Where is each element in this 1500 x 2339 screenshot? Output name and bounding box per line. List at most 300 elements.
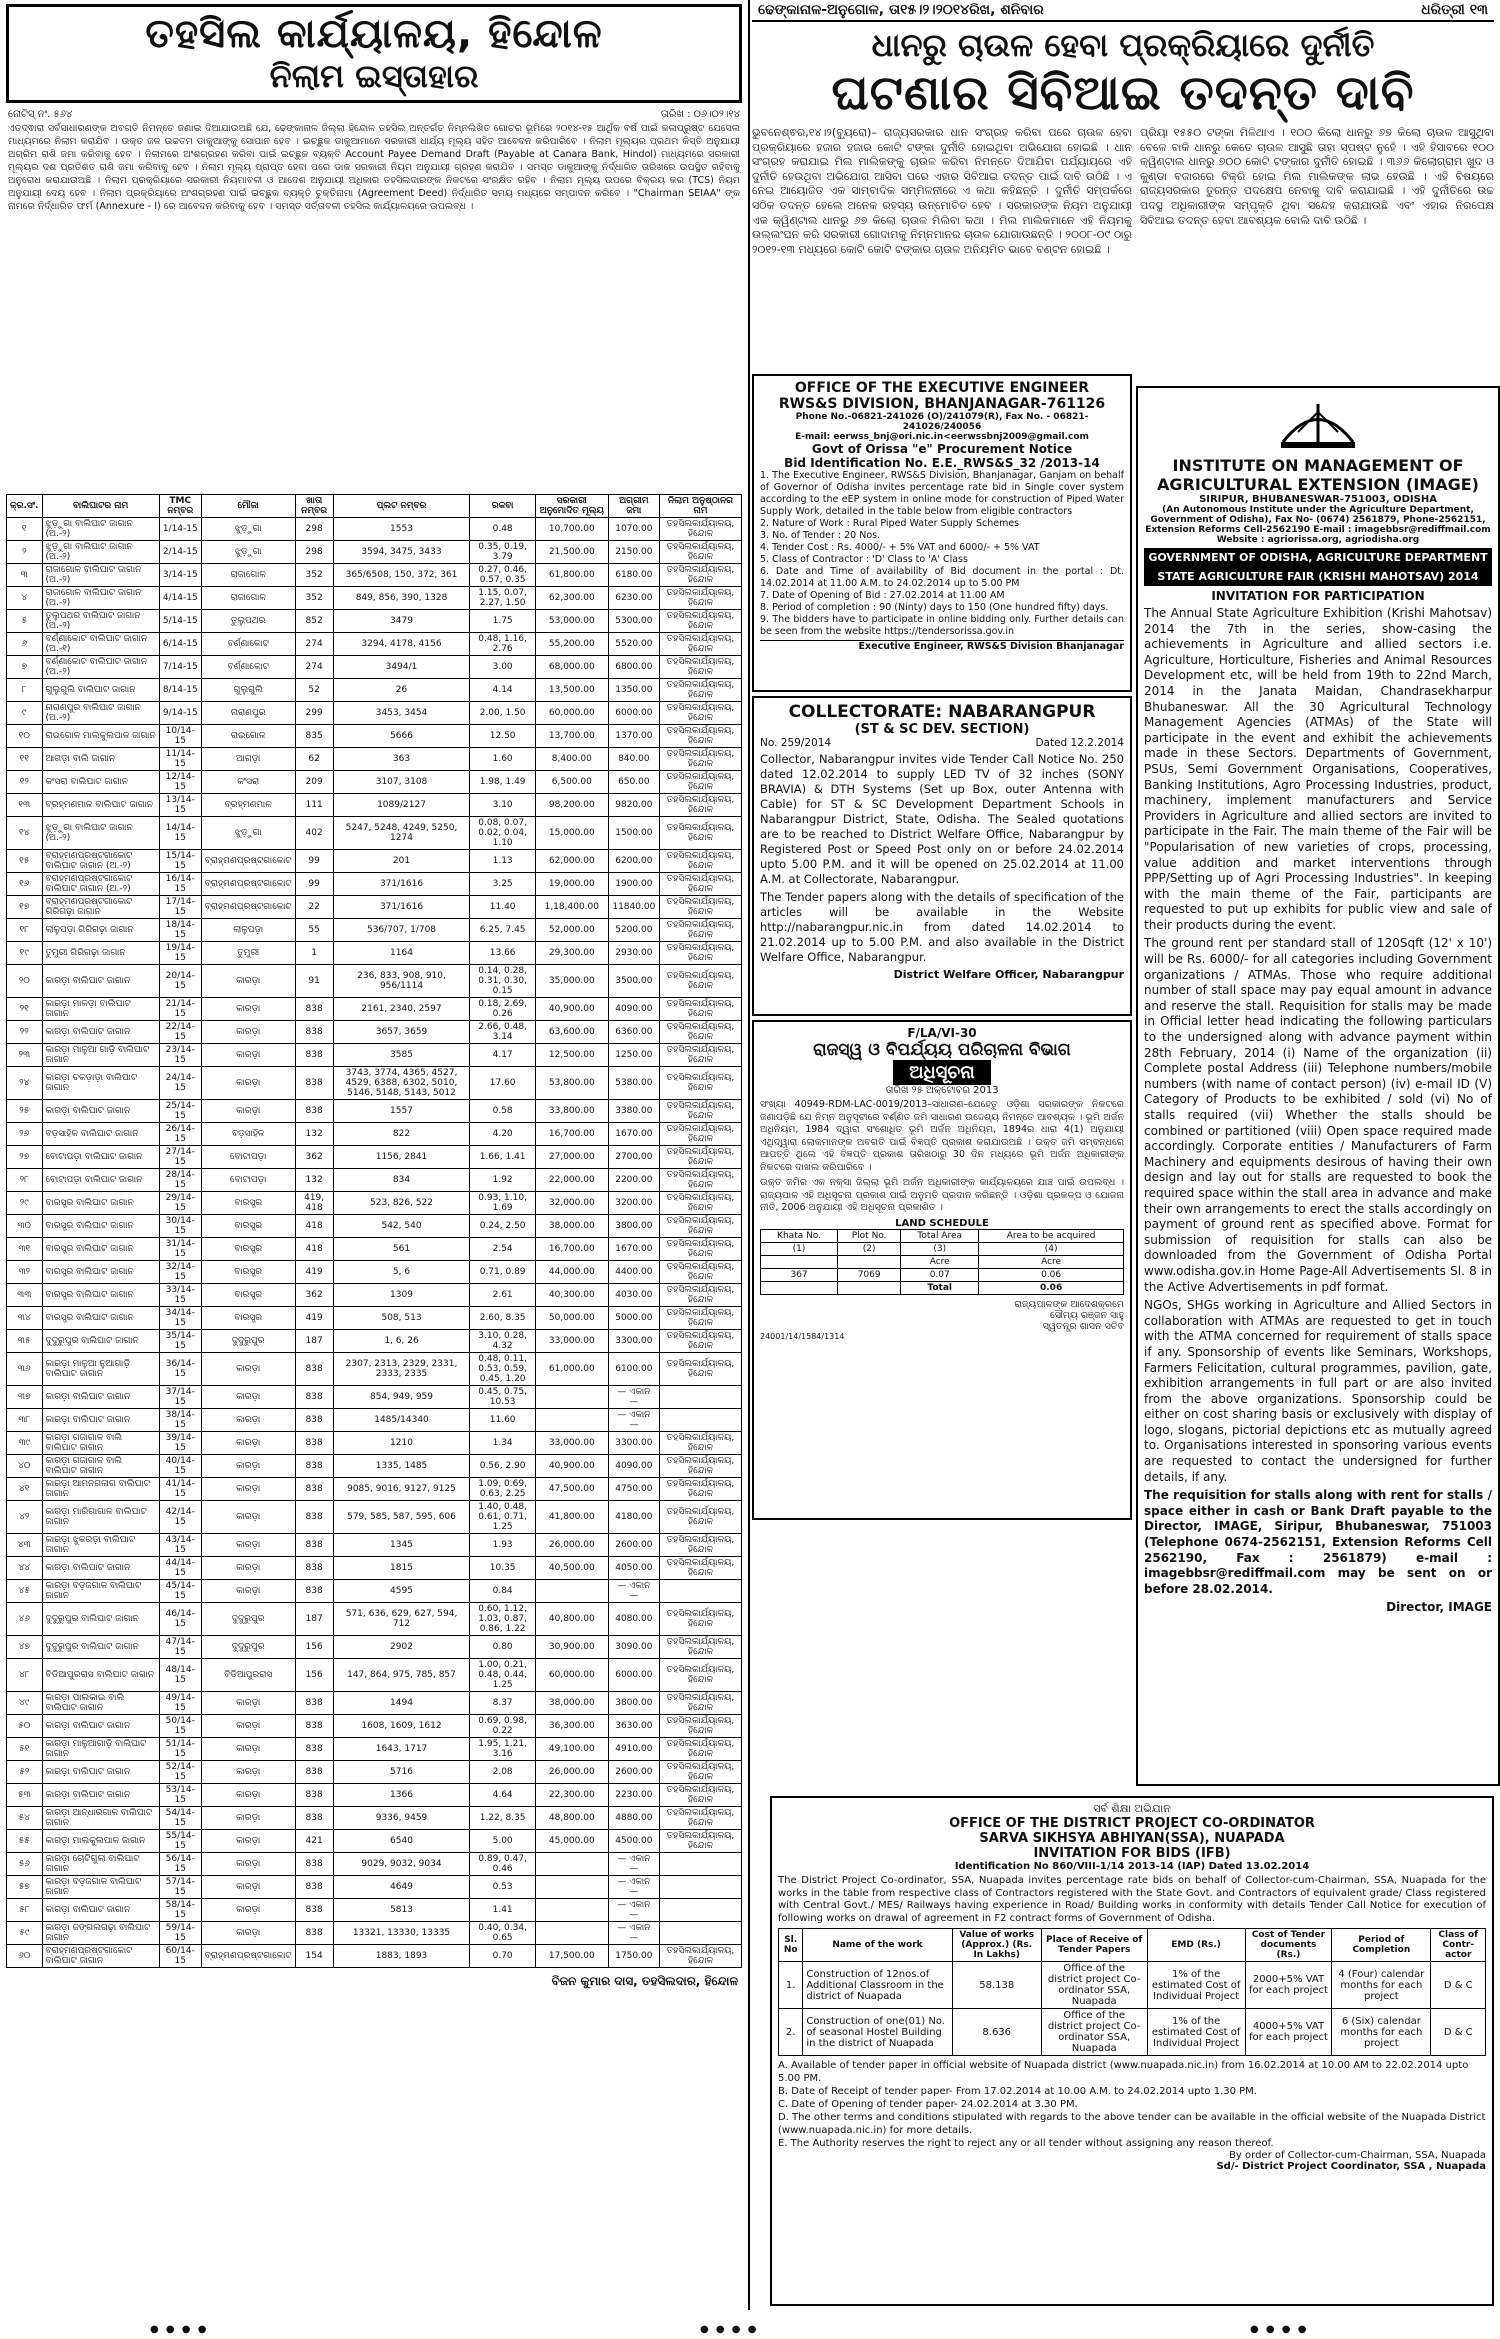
auction-cell: 10,700.00 — [535, 518, 608, 541]
auction-cell: 838 — [295, 998, 333, 1021]
auction-cell: 47,500.00 — [535, 1478, 608, 1501]
auction-row — [7, 1386, 742, 1409]
auction-column-header: ଖାତା ନମ୍ବର — [295, 495, 333, 518]
auction-cell: 32,000.00 — [535, 1192, 608, 1215]
auction-row — [7, 518, 742, 541]
auction-cell: 11/14-15 — [159, 748, 201, 771]
auction-cell: କାରଡ଼ା ବାଲିଘାଟ ଜାଗାନ — [42, 1021, 159, 1044]
auction-row — [7, 748, 742, 771]
auction-cell: 0.18, 2.69, 0.26 — [470, 998, 535, 1021]
auction-cell: 36/14-15 — [159, 1353, 201, 1386]
auction-cell: 6800.00 — [608, 656, 659, 679]
auction-cell: 58/14-15 — [159, 1899, 201, 1922]
auction-cell: 3/14-15 — [159, 564, 201, 587]
auction-cell: ବ୍ରାହ୍ମଣପ୍ରଷ୍ଟଗାକୋଟ — [201, 873, 295, 896]
auction-cell: 11.60 — [470, 1409, 535, 1432]
auction-cell: ଗୁଲୁଗୁଲି — [201, 679, 295, 702]
auction-cell: ତହସିଲକାର୍ଯ୍ୟାଳୟ, ହିନ୍ଦୋଳ — [659, 1715, 741, 1738]
auction-column-header: ବାଲିଘାଟର ନାମ — [42, 495, 159, 518]
auction-cell: ତହସିଲକାର୍ଯ୍ୟାଳୟ, ହିନ୍ଦୋଳ — [659, 817, 741, 850]
auction-cell: 5, 6 — [333, 1261, 470, 1284]
auction-cell: 4.14 — [470, 679, 535, 702]
auction-cell: 22,000.00 — [535, 1169, 608, 1192]
auction-cell: କାରଡ଼ା ପାଲକାଇ ବାଲି ବାଲିଘାଟ ଜାଗାନ — [42, 1692, 159, 1715]
auction-cell: ୩୬ — [7, 1353, 43, 1386]
eerws-item: 2. Nature of Work : Rural Piped Water Supply Schemes — [760, 518, 1020, 529]
ssa-cell: 4 (Four) calendar months for each project — [1332, 1962, 1431, 2009]
auction-cell: 209 — [295, 771, 333, 794]
ssa-signature-2: Sd/- District Project Coordinator, SSA , Nuapada — [1216, 2161, 1486, 2172]
auction-cell: 91 — [295, 965, 333, 998]
auction-cell: ୩୫ — [7, 1330, 43, 1353]
auction-cell: ୯ — [7, 702, 43, 725]
auction-cell: କାରଡ଼ା ବାଲିଘାଟ ଜାଗାନ — [42, 1899, 159, 1922]
land-schedule-unit: Acre — [901, 1255, 979, 1268]
auction-cell: କାରଡ଼ା ମାଳୁଆ ଗାଡ଼ି ବାଲିଘାଟ ଜାଗାନ — [42, 1044, 159, 1067]
auction-cell: 0.70 — [470, 1945, 535, 1968]
ssa-note: A. Available of tender paper in official website of Nuapada district (www.nuapada.nic.in) from 16.02.2014 at 10.00 AM to 22.02.2014 upto 5.00 PM. — [778, 2060, 1469, 2084]
auction-cell: 1.98, 1.49 — [470, 771, 535, 794]
auction-cell: 4030.00 — [608, 1284, 659, 1307]
image-address: SIRIPUR, BHUBANESWAR-751003, ODISHA — [1199, 494, 1437, 505]
auction-cell: ତୁମୁରୀ ଗିରିଗଢ଼ା ଜାଗାନ — [42, 942, 159, 965]
auction-cell: ତହସିଲକାର୍ଯ୍ୟାଳୟ, ହିନ୍ଦୋଳ — [659, 1307, 741, 1330]
auction-cell: 4180.00 — [608, 1501, 659, 1534]
auction-cell: ୫୧ — [7, 1738, 43, 1761]
auction-cell: 99 — [295, 873, 333, 896]
auction-cell: 5200.00 — [608, 919, 659, 942]
registration-mark-icon: ● ● ● ● — [150, 2324, 209, 2335]
auction-cell: 1494 — [333, 1692, 470, 1715]
land-schedule-cell: 0.07 — [901, 1268, 979, 1281]
auction-cell: 52 — [295, 679, 333, 702]
auction-cell: 4750.00 — [608, 1478, 659, 1501]
auction-cell: ୫୯ — [7, 1922, 43, 1945]
land-schedule-cell: 0.06 — [979, 1268, 1124, 1281]
auction-cell: 98,200.00 — [535, 794, 608, 817]
auction-cell: ବାରସ୍ତ୍ର — [201, 1284, 295, 1307]
revenue-sig-1: ରାଜ୍ୟପାଳଙ୍କ ଆଦେଶକ୍ରମେ — [1014, 1298, 1124, 1310]
auction-cell: 2.54 — [470, 1238, 535, 1261]
collectorate-para-2: The Tender papers along with the details of specification of the articles will be available in the Website http://nabarangpur.nic.in from dated 14.02.2014 to 21.02.2014 up to 5.00 P.M. and also available in the District Welfare Office, Nabarangpur. — [760, 890, 1124, 964]
auction-cell: 1643, 1717 — [333, 1738, 470, 1761]
ssa-notes — [778, 2059, 1486, 2150]
auction-cell: କାରଡ଼ା ବାଲିଘାଟ ଜାଗାନ — [42, 1761, 159, 1784]
auction-cell: ୫୦ — [7, 1715, 43, 1738]
auction-cell: 838 — [295, 1067, 333, 1100]
auction-cell: — ଏକାନ — — [608, 1922, 659, 1945]
land-schedule-title: LAND SCHEDULE — [895, 1217, 989, 1229]
auction-cell: 3300.00 — [608, 1330, 659, 1353]
auction-cell: 274 — [295, 656, 333, 679]
ssa-cell: 8.636 — [952, 2009, 1041, 2056]
ssa-row — [779, 2009, 1486, 2056]
auction-cell: 1670.00 — [608, 1123, 659, 1146]
auction-cell: 1.60 — [470, 748, 535, 771]
auction-row — [7, 1692, 742, 1715]
auction-cell: ତହସିଲକାର୍ଯ୍ୟାଳୟ, ହିନ୍ଦୋଳ — [659, 1830, 741, 1853]
land-schedule-index: (2) — [838, 1242, 901, 1255]
auction-cell: ରାଇଗୋଳ — [201, 725, 295, 748]
auction-cell: ୨୩ — [7, 1044, 43, 1067]
auction-cell: 834 — [333, 1169, 470, 1192]
auction-cell: 0.48 — [470, 518, 535, 541]
auction-cell: 1557 — [333, 1100, 470, 1123]
auction-cell: 13.66 — [470, 942, 535, 965]
auction-cell: 363 — [333, 748, 470, 771]
auction-cell: 0.08, 0.07, 0.02, 0.04, 1.10 — [470, 817, 535, 850]
land-schedule-total-value: 0.06 — [979, 1281, 1124, 1294]
auction-cell: ଗୁଲୁଗୁଲି ବାଲିଘାଟ ଜାଗାନ — [42, 679, 159, 702]
auction-cell: 3200.00 — [608, 1192, 659, 1215]
auction-cell: ତହସିଲକାର୍ଯ୍ୟାଳୟ, ହିନ୍ଦୋଳ — [659, 1501, 741, 1534]
auction-cell: 0.89, 0.47, 0.46 — [470, 1853, 535, 1876]
auction-row — [7, 1284, 742, 1307]
auction-cell: ୧୪ — [7, 817, 43, 850]
auction-cell: 1/14-15 — [159, 518, 201, 541]
eerws-title-2: RWS&S DIVISION, BHANJANAGAR-761126 — [778, 396, 1106, 412]
auction-cell: ୨୬ — [7, 1123, 43, 1146]
auction-cell: ୧୯ — [7, 942, 43, 965]
auction-row — [7, 564, 742, 587]
auction-cell: କାରଡ଼ା ଗଜାଗାଳ ବାଲି ବାଲିଘାଟ ଜାଗାନ — [42, 1432, 159, 1455]
auction-cell: 1370.00 — [608, 725, 659, 748]
collectorate-title: COLLECTORATE: NABARANGPUR — [788, 702, 1096, 722]
auction-table — [6, 494, 742, 1968]
auction-cell: ଦୁଦୁରୁପୁର — [201, 1603, 295, 1636]
auction-cell: 1670.00 — [608, 1238, 659, 1261]
image-emblem-icon — [1273, 392, 1363, 452]
registration-mark-icon: ● ● ● ● — [700, 2324, 759, 2335]
auction-cell: 1.93 — [470, 1534, 535, 1557]
auction-cell: 60,000.00 — [535, 702, 608, 725]
auction-cell: 34/14-15 — [159, 1307, 201, 1330]
auction-cell: କାରଡ଼ା — [201, 1455, 295, 1478]
auction-cell — [535, 1580, 608, 1603]
auction-cell: 22,300.00 — [535, 1784, 608, 1807]
collectorate-para-1: Collector, Nabarangpur invites vide Tender Call Notice No. 250 dated 12.02.2014 to supply LED TV of 32 inches (SONY BRAVIA) & DTH Systems (Set up Box, outer Antenna with Cable) for ST & SC Development Department Schools in Nabarangpur District, State, Odisha. The Sealed quotations are to be reached to District Welfare Office, Nabarangpur by Registered Post or Speed Post only on or before 24.02.2014 upto 5.00 P.M. and it will be opened on 25.02.2014 at 11.00 A.M. at Collectorate, Nabarangpur. — [760, 752, 1124, 886]
auction-cell: 38,000.00 — [535, 1692, 608, 1715]
auction-row — [7, 1123, 742, 1146]
auction-cell: ୨୯ — [7, 1192, 43, 1215]
auction-cell: ଝୁଡ଼ୁଗା — [201, 518, 295, 541]
auction-cell: 61,000.00 — [535, 1353, 608, 1386]
auction-cell: 11.40 — [470, 896, 535, 919]
auction-cell: 41,800.00 — [535, 1501, 608, 1534]
auction-row — [7, 1738, 742, 1761]
auction-cell: 30,900.00 — [535, 1636, 608, 1659]
auction-cell: 13/14-15 — [159, 794, 201, 817]
story-headline-1: ଧାନରୁ ଚାଉଳ ହେବା ପ୍ରକ୍ରିୟାରେ ଦୁର୍ନୀତି — [871, 26, 1375, 64]
auction-cell: 2.66, 0.48, 3.14 — [470, 1021, 535, 1044]
auction-cell: 421 — [295, 1830, 333, 1853]
auction-cell: 19/14-15 — [159, 942, 201, 965]
auction-cell: 1.41 — [470, 1899, 535, 1922]
story-headline-2: ଘଟଣାର ସିବିଆଇ ତଦନ୍ତ ଦାବି — [831, 65, 1415, 121]
auction-row — [7, 817, 742, 850]
auction-cell: 26,000.00 — [535, 1534, 608, 1557]
auction-cell: 68,000.00 — [535, 656, 608, 679]
auction-cell: 2902 — [333, 1636, 470, 1659]
auction-cell: 16/14-15 — [159, 873, 201, 896]
auction-row — [7, 998, 742, 1021]
auction-cell: ୫୫ — [7, 1830, 43, 1853]
auction-cell: 0.93, 1.10, 1.69 — [470, 1192, 535, 1215]
auction-cell: 1156, 2841 — [333, 1146, 470, 1169]
auction-cell: ତହସିଲକାର୍ଯ୍ୟାଳୟ, ହିନ୍ଦୋଳ — [659, 1534, 741, 1557]
auction-cell: 9336, 9459 — [333, 1807, 470, 1830]
auction-cell: ତହସିଲକାର୍ଯ୍ୟାଳୟ, ହିନ୍ଦୋଳ — [659, 748, 741, 771]
auction-cell — [659, 1386, 741, 1409]
auction-cell: 822 — [333, 1123, 470, 1146]
auction-row — [7, 1784, 742, 1807]
auction-cell: ତହସିଲକାର୍ଯ୍ୟାଳୟ, ହିନ୍ଦୋଳ — [659, 850, 741, 873]
auction-cell: କାରଡ଼ା — [201, 1580, 295, 1603]
auction-cell: 37/14-15 — [159, 1386, 201, 1409]
auction-row — [7, 1146, 742, 1169]
auction-cell: 17/14-15 — [159, 896, 201, 919]
auction-cell: 1089/2127 — [333, 794, 470, 817]
auction-column-header: ନିଲାମ ଅନୁଷ୍ଠାନର ନାମ — [659, 495, 741, 518]
auction-cell: ୩୧ — [7, 1238, 43, 1261]
auction-cell: 5000.00 — [608, 1307, 659, 1330]
auction-cell: 852 — [295, 610, 333, 633]
auction-cell: ବଡ଼ସାହିଳ — [201, 1123, 295, 1146]
ssa-row — [779, 1962, 1486, 2009]
auction-cell: 6230.00 — [608, 587, 659, 610]
auction-cell: 5520.00 — [608, 633, 659, 656]
auction-cell: ବୋଟାପଡ଼ା ବାଲିଘାଟ ଜାଗାନ — [42, 1169, 159, 1192]
auction-cell: ଝୁଡ଼ୁଗା ବାଲିଘାଟ ଜାଗାନ (ଅ.-୨) — [42, 817, 159, 850]
auction-row — [7, 541, 742, 564]
auction-cell: 362 — [295, 1284, 333, 1307]
auction-cell: ତହସିଲକାର୍ଯ୍ୟାଳୟ, ହିନ୍ଦୋଳ — [659, 1330, 741, 1353]
auction-cell: 0.58 — [470, 1100, 535, 1123]
auction-cell: 36,300.00 — [535, 1715, 608, 1738]
auction-cell: 2.00, 1.50 — [470, 702, 535, 725]
auction-cell: 2.08 — [470, 1761, 535, 1784]
auction-cell: 0.80 — [470, 1636, 535, 1659]
auction-cell: 2.60, 8.35 — [470, 1307, 535, 1330]
auction-cell: 650.00 — [608, 771, 659, 794]
ssa-cell: Office of the district project Co-ordinator SSA, Nuapada — [1041, 2009, 1147, 2056]
auction-row — [7, 1636, 742, 1659]
auction-cell: 352 — [295, 587, 333, 610]
auction-cell: ବ୍ରାହ୍ମଣପ୍ରଷ୍ଟଗାକୋଟ — [201, 850, 295, 873]
auction-cell: ୧୫ — [7, 850, 43, 873]
ssa-note: D. The other terms and conditions stipulated with regards to the above tender can be available in the official website of the Nuapada District (www.nuapada.nic.in) for more details. — [778, 2112, 1486, 2136]
auction-cell: ୪୨ — [7, 1501, 43, 1534]
auction-cell: ତହସିଲକାର୍ଯ୍ୟାଳୟ, ହିନ୍ଦୋଳ — [659, 633, 741, 656]
auction-cell: 838 — [295, 1876, 333, 1899]
image-invitation-title: INVITATION FOR PARTICIPATION — [1211, 589, 1425, 603]
auction-cell: କାରଡ଼ା ବାଲିଘାଟ ଜାଗାନ — [42, 965, 159, 998]
auction-cell: 1.95, 1.21, 3.16 — [470, 1738, 535, 1761]
auction-cell: ରାଇଗୋଳ ମାଲକୁଲପାଳ ଜାଗାନ — [42, 725, 159, 748]
auction-cell: 1.92 — [470, 1169, 535, 1192]
ssa-column-header: Place of Receive of Tender Papers — [1041, 1929, 1147, 1962]
auction-cell: 53,800.00 — [535, 1067, 608, 1100]
auction-cell: କାରଡ଼ା ମାଳୁଆ ନୁଆଗାଡ଼ି ବାଲିଘାଟ ଜାଗାନ — [42, 1353, 159, 1386]
auction-cell: 838 — [295, 1580, 333, 1603]
auction-cell: 3380.00 — [608, 1100, 659, 1123]
auction-row — [7, 656, 742, 679]
auction-cell: 17.60 — [470, 1067, 535, 1100]
ssa-column-header: Cost of Tender documents (Rs.) — [1245, 1929, 1332, 1962]
auction-cell: 298 — [295, 518, 333, 541]
story-column-2: ପ୍ରିୟା ୧୫୫୦ ଟଙ୍କା ମିଳିଥାଏ । ୧୦୦ କିଲୋ ଧାନରୁ ୬୭ କିଲୋ ଚାଉଳ ଆସୁଥିବା ବେଳେ ବାକି ଧାନରୁ କେତେ ଚାଉଳ ଆସୁଛି ତାହା ସ୍ପଷ୍ଟ ନୁହେଁ । ଏହି ହିସାବରେ ୧୦୦ କ୍ୱିଣ୍ଟାଲ ଧାନରୁ ୭୦୦ କୋଟି ଟଙ୍କାର ଦୁର୍ନୀତି ହୋଇଛି । ୩୬୬ କିଲୋଗ୍ରାମ ଖୁଦ ଓ କୁଣ୍ଡା ବଜାରରେ ବିକ୍ରି ହୋଇ ମିଲ ମାଲିକଙ୍କ ଲାଭ ହେଉଛି । ଏହି ବିଷୟରେ ରାଜ୍ୟସରକାର ତୁରନ୍ତ ପଦକ୍ଷେପ ନେବାକୁ ଦାବି କରାଯାଇଛି । ଏହି ଦୁର୍ନୀତିରେ ଉଚ୍ଚ ପଦସ୍ଥ ଅଧିକାରୀଙ୍କ ସମ୍ପୃକ୍ତି ଥିବା ସନ୍ଦେହ କରାଯାଉଛି ଏବଂ ଏହାର ନିରପେକ୍ଷ ସିବିଆଇ ତଦନ୍ତ ହେବା ଆବଶ୍ୟକ ବୋଲି ଦାବି ଉଠିଛି । — [1140, 126, 1494, 227]
auction-cell: କାରଡ଼ା ବାଲିଘାଟ ଜାଗାନ — [42, 1715, 159, 1738]
revenue-banner: ଅଧିସୂଚନା — [893, 1060, 990, 1085]
auction-cell: 838 — [295, 1100, 333, 1123]
auction-cell: ବାରସ୍ତ୍ର ବାଲିଘାଟ ଜାଗାନ — [42, 1261, 159, 1284]
auction-cell: ୪ — [7, 587, 43, 610]
ssa-title-2: SARVA SIKHSYA ABHIYAN(SSA), NUAPADA — [979, 1831, 1285, 1846]
auction-cell — [535, 1922, 608, 1945]
auction-cell: 3657, 3659 — [333, 1021, 470, 1044]
auction-cell: 838 — [295, 1692, 333, 1715]
ssa-cell: 58.138 — [952, 1962, 1041, 2009]
auction-cell: କାରଡ଼ା — [201, 965, 295, 998]
ssa-cell: 1% of the estimated Cost of Individual Project — [1147, 1962, 1245, 2009]
image-para-2: The ground rent per standard stall of 120Sqft (12' x 10') will be Rs. 6000/- for all categories including Government organizations / ATMAs. Those who require additional number of stall space may pay equal amount in advance and reserve the stall. Requisition for stalls may be made in Official letter head indicating the following particulars to the undersigned along with advance payment within 28th February, 2014 (i) Name of the organization (ii) Complete postal Address (iii) Telephone numbers/mobile numbers (with name of contact person) (iv) e-mail ID (V) Category of Products to be exhibited / sold (vi) No of stalls required (vii) Whether the stalls should be combined or partitioned (viii) Open space required made accordingly. Corporate entities / Manufacturers of Farm Machinery and equipments desirous of having their own design and lay out for stalls are requested to book the required space within the stall area in advance and make their own arrangements to erect the stalls accordingly on payment of ground rent as specified above. Format for submission of requisition for stalls can also be downloaded from the Government of Odisha Portal www.odisha.gov.in Home Page-All Advertisements Sl. 8 in the Active Advertisements in pdf format. — [1144, 936, 1492, 1294]
ssa-cell: 2. — [779, 2009, 803, 2056]
auction-cell: 17,500.00 — [535, 1945, 608, 1968]
auction-row — [7, 1067, 742, 1100]
auction-cell: ୨୮ — [7, 1169, 43, 1192]
auction-cell: 1.15, 0.07, 2.27, 1.50 — [470, 587, 535, 610]
image-para-1: The Annual State Agriculture Exhibition (Krishi Mahotsav) 2014 the 7th in the series, show-casing the achievements in Agriculture and allied sectors i.e. Agriculture, Horticulture, Fisheries and Animal Resources Development etc, will be held from 19th to 22nd March, 2014 in the Janata Maidan, Chandrasekharpur Bhubaneswar. All the 30 Agricultural Technology Management Agencies (ATMAs) of the State will participate in the event and exhibit the achievements made in these Sectors. Departments of Government, PSUs, Semi Government Organisations, Cooperatives, Banking Institutions, Agro Processing Industries, product, machinery, implement manufacturers and Service Providers in Agriculture and allied sectors are invited to participate in the Fair. The main theme of the Fair will be "Popularisation of new varieties of crops, processing, value addition and market interventions through PPP/Setting up of Agri Processing Industries". In keeping with the main theme of the Fair, participants are requested to put up exhibits for public view and sale of their products during the event. — [1144, 606, 1492, 932]
auction-cell: 38,000.00 — [535, 1215, 608, 1238]
auction-cell: 1.40, 0.48, 0.61, 0.71, 1.25 — [470, 1501, 535, 1534]
auction-cell: କାରଡ଼ା — [201, 1830, 295, 1853]
auction-cell: 418 — [295, 1215, 333, 1238]
auction-cell: 1750.00 — [608, 1945, 659, 1968]
auction-cell: 2600.00 — [608, 1534, 659, 1557]
notice-title: ତହସିଲ କାର୍ଯ୍ୟାଳୟ, ହିନ୍ଦୋଳ — [145, 11, 603, 57]
auction-cell: 1366 — [333, 1784, 470, 1807]
auction-cell: 0.69, 0.98, 0.22 — [470, 1715, 535, 1738]
auction-cell: 838 — [295, 1715, 333, 1738]
auction-cell: ୫୩ — [7, 1784, 43, 1807]
auction-cell: 2600.00 — [608, 1761, 659, 1784]
auction-cell: 40,900.00 — [535, 1455, 608, 1478]
auction-cell — [535, 1899, 608, 1922]
auction-cell: 536/707, 1/708 — [333, 919, 470, 942]
image-address-2: (An Autonomous Institute under the Agriculture Department, Government of Odisha), Fax No- (0674) 2561879, Phone-2562151, — [1150, 505, 1486, 525]
auction-cell: କାରଡ଼ା ବଡ଼ଜଗାଳ ବାଲିଘାଟ ଜାଗାନ — [42, 1876, 159, 1899]
ssa-cell: 4000+5% VAT for each project — [1245, 2009, 1332, 2056]
eerws-item: 7. Date of Opening of Bid : 27.02.2014 at 11.00 AM — [760, 590, 1005, 601]
auction-cell: କାରଡ଼ା — [201, 1409, 295, 1432]
auction-cell: 33,800.00 — [535, 1100, 608, 1123]
auction-cell: 4400.00 — [608, 1261, 659, 1284]
auction-cell: 33,000.00 — [535, 1330, 608, 1353]
auction-cell: 3494/1 — [333, 656, 470, 679]
auction-cell: ତହସିଲକାର୍ଯ୍ୟାଳୟ, ହିନ୍ଦୋଳ — [659, 1557, 741, 1580]
auction-cell — [659, 1853, 741, 1876]
auction-cell: 60/14-15 — [159, 1945, 201, 1968]
revenue-ref: F/LA/VI-30 — [907, 1026, 977, 1040]
auction-cell: ତହସିଲକାର୍ଯ୍ୟାଳୟ, ହିନ୍ଦୋଳ — [659, 1478, 741, 1501]
auction-cell: 840.00 — [608, 748, 659, 771]
auction-cell: 1.13 — [470, 850, 535, 873]
auction-cell: 0.71, 0.89 — [470, 1261, 535, 1284]
auction-cell: 45,000.00 — [535, 1830, 608, 1853]
auction-cell: ବ୍ରାହ୍ମଣପ୍ରଷ୍ଟଗାକୋଟ ବାଲିଘାଟ ଜାଗାନ (ଅ.-୨) — [42, 850, 159, 873]
ssa-column-header: Value of works (Approx.) (Rs. In Lakhs) — [952, 1929, 1041, 1962]
auction-cell: କାରଡ଼ା ମାଳୁଆଗାଡ଼ି ବାଲିଘାଟ ଜାଗାନ — [42, 1738, 159, 1761]
auction-cell: 10.35 — [470, 1557, 535, 1580]
auction-cell: 50,000.00 — [535, 1307, 608, 1330]
auction-cell: ତହସିଲକାର୍ଯ୍ୟାଳୟ, ହିନ୍ଦୋଳ — [659, 896, 741, 919]
auction-row — [7, 1215, 742, 1238]
auction-cell: 849, 856, 390, 1328 — [333, 587, 470, 610]
auction-cell: 25/14-15 — [159, 1100, 201, 1123]
auction-cell: ତୁଲୁପଥର ବାଲିଘାଟ ଜାଗାନ (ଅ.-୨) — [42, 610, 159, 633]
auction-cell: 2161, 2340, 2597 — [333, 998, 470, 1021]
auction-cell: କାରଡ଼ା ବଡ଼ଜଗାଳ ବାଲିଘାଟ ଜାଗାନ — [42, 1580, 159, 1603]
notice-body: ଏତଦ୍ଵାରା ସର୍ବସାଧାରଣଙ୍କ ଅବଗତି ନିମନ୍ତେ ଜଣାଇ ଦିଆଯାଉଅଛି ଯେ, ଢେଙ୍କାନାଳ ଜିଲ୍ଲା ହିନ୍ଦୋଳ ତହସିଲ ଅନ୍ତର୍ଗତ ନିମ୍ନଲିଖିତ ଗୋଚର ଭୂମିରେ ୨୦୧୪-୧୫ ଆର୍ଥିକ ବର୍ଷ ପାଇଁ କଳାପ୍ରୁଷ୍ଟ ଯେସେଲ ମାଧ୍ୟମରେ ନିଲାମ କରାଯିବ । ଉକ୍ତ ଜଳ ଉଚ୍ଚତମ ଡାକୁଆଙ୍କୁ ସୋପାନ ହେବ । ଇଚ୍ଛୁକ ଡାକୁଆମାନେ ସରକାରୀ ଧାର୍ଯ୍ୟ ମୂଲ୍ୟ ସହିତ ଆବେଦନ କରିପାରିବେ । ନିଲାମ ମୂଲ୍ୟର ପ୍ରଥମ କିସ୍ତି ଅନୁଯାୟୀ ଅଗ୍ରିମ ରାଶି ଜମା କରିବାକୁ ହେବ । ନିଲାମରେ ଅଂଶଗ୍ରହଣ କରିବା ପାଇଁ ଇଚ୍ଛୁକ ବ୍ୟକ୍ତି Account Payee Demand Draft (Payable at Canara Bank, Hindol) ମାଧ୍ୟମରେ ସରକାରୀ ମୂଲ୍ୟର ଦଶ ପ୍ରତିଶତ ରାଶି ଜମା କରିବାକୁ ହେବ । ନିଲାମ ମୂଲ୍ୟ ପ୍ରାପ୍ତ ହେବା ପରେ ଡାକ ସରକାରୀ ନିୟମ ଅନୁଯାୟୀ ଗ୍ରହଣ କରାଯିବ । ସମସ୍ତ ଡାକୁଆଙ୍କୁ ନିର୍ଦ୍ଧାରିତ ତାରିଖରେ ଉପସ୍ଥିତ ରହିବାକୁ ଅନୁରୋଧ କରାଯାଉଅଛି । ନିଲାମ ପ୍ରକ୍ରିୟାରେ ସରକାରୀ ନିୟମାବଳୀ ଓ ଆଦେଶ ଅନୁଯାୟୀ ଅଧିକାର ତହସିଲଦାରଙ୍କ ନିକଟରେ ସଂରକ୍ଷିତ ରହିବ । ନିଲାମ ମୂଲ୍ୟ ଉପରେ ବିକ୍ରୟ କର (TCS) ନିୟମ ଅନୁଯାୟୀ ଦେୟ ହେବ । ନିଲାମ ପ୍ରକ୍ରିୟାରେ ଅଂଶଗ୍ରହଣ ପାଇଁ ଇଚ୍ଛୁକ ବ୍ୟକ୍ତି ଚୁକ୍ତିନାମା (Agreement Deed) ନିର୍ଦ୍ଧାରିତ ସମୟ ମଧ୍ୟରେ ସମ୍ପାଦନ କରିବେ । "Chairman SEIAA" ଙ୍କ ନାମରେ ନିର୍ଦ୍ଧାରିତ ଫର୍ମ (Annexure - I) ରେ ଆବେଦନ କରିବାକୁ ହେବ । ସମସ୍ତ ସର୍ତ୍ତାବଳୀ ତହସିଲ କାର୍ଯ୍ୟାଳୟରେ ଉପଲବ୍ଧ । — [8, 123, 740, 212]
ssa-column-header: Name of the work — [803, 1929, 952, 1962]
auction-cell: ଆଗଡ଼ା ବାଲି ଜାଗାନ — [42, 748, 159, 771]
auction-cell: ୪୪ — [7, 1557, 43, 1580]
auction-cell: 838 — [295, 1478, 333, 1501]
auction-cell: ତହସିଲକାର୍ଯ୍ୟାଳୟ, ହିନ୍ଦୋଳ — [659, 1761, 741, 1784]
auction-cell: ବୋଟାପଡ଼ା — [201, 1146, 295, 1169]
auction-cell: 3.10, 0.28, 4.32 — [470, 1330, 535, 1353]
auction-cell: 21,500.00 — [535, 541, 608, 564]
auction-cell: ତହସିଲକାର୍ଯ୍ୟାଳୟ, ହିନ୍ଦୋଳ — [659, 1659, 741, 1692]
auction-cell: କାରଡ଼ା — [201, 1738, 295, 1761]
auction-cell: ତହସିଲକାର୍ଯ୍ୟାଳୟ, ହିନ୍ଦୋଳ — [659, 656, 741, 679]
auction-cell: 55/14-15 — [159, 1830, 201, 1853]
auction-cell: 24/14-15 — [159, 1067, 201, 1100]
auction-cell: ୪୯ — [7, 1692, 43, 1715]
eerws-item: 9. The bidders have to participate in online bidding only. Further details can be seen from the website https://tendersorissa.gov.in — [760, 614, 1124, 637]
auction-cell: 838 — [295, 1409, 333, 1432]
eerws-subtitle: Govt of Orissa "e" Procurement Notice — [811, 442, 1073, 456]
auction-cell: ୪୦ — [7, 1455, 43, 1478]
auction-cell: ତହସିଲକାର୍ଯ୍ୟାଳୟ, ହିନ୍ଦୋଳ — [659, 794, 741, 817]
auction-cell: 42/14-15 — [159, 1501, 201, 1534]
ssa-cell: Construction of 12nos.of Additional Classroom in the district of Nuapada — [803, 1962, 952, 2009]
auction-row — [7, 679, 742, 702]
auction-cell: କାରଡ଼ା — [201, 1692, 295, 1715]
land-schedule-blank — [838, 1281, 901, 1294]
auction-cell: 33/14-15 — [159, 1284, 201, 1307]
auction-cell: ଦୁଦୁରୁପୁର ବାଲିଘାଟ ଜାଗାନ — [42, 1603, 159, 1636]
auction-cell: ତହସିଲକାର୍ଯ୍ୟାଳୟ, ହିନ୍ଦୋଳ — [659, 541, 741, 564]
auction-cell: ବର୍ଣ୍ଣାକୋଟ ବାଲିଘାଟ ଜାଗାନ (ଅ.-୧) — [42, 633, 159, 656]
auction-row — [7, 633, 742, 656]
ssa-column-header: Sl. No — [779, 1929, 803, 1962]
auction-row — [7, 1501, 742, 1534]
eerws-phone: Phone No.-06821-241026 (O)/241079(R), Fax No. - 06821-241026/240056 — [795, 412, 1089, 432]
auction-cell: ବାରସ୍ତ୍ର — [201, 1192, 295, 1215]
auction-cell: କାରଡ଼ା — [201, 1807, 295, 1830]
auction-cell: 3453, 3454 — [333, 702, 470, 725]
auction-cell: 298 — [295, 541, 333, 564]
auction-cell: 15,000.00 — [535, 817, 608, 850]
auction-cell: 40/14-15 — [159, 1455, 201, 1478]
auction-cell: କଂସରା ବାଲିଘାଟ ଜାଗାନ — [42, 771, 159, 794]
auction-cell: 62,300.00 — [535, 587, 608, 610]
auction-cell: 4090.00 — [608, 998, 659, 1021]
auction-cell: 561 — [333, 1238, 470, 1261]
auction-cell: ରାଜାଗୋଳ — [201, 587, 295, 610]
auction-cell: ୨୨ — [7, 1021, 43, 1044]
